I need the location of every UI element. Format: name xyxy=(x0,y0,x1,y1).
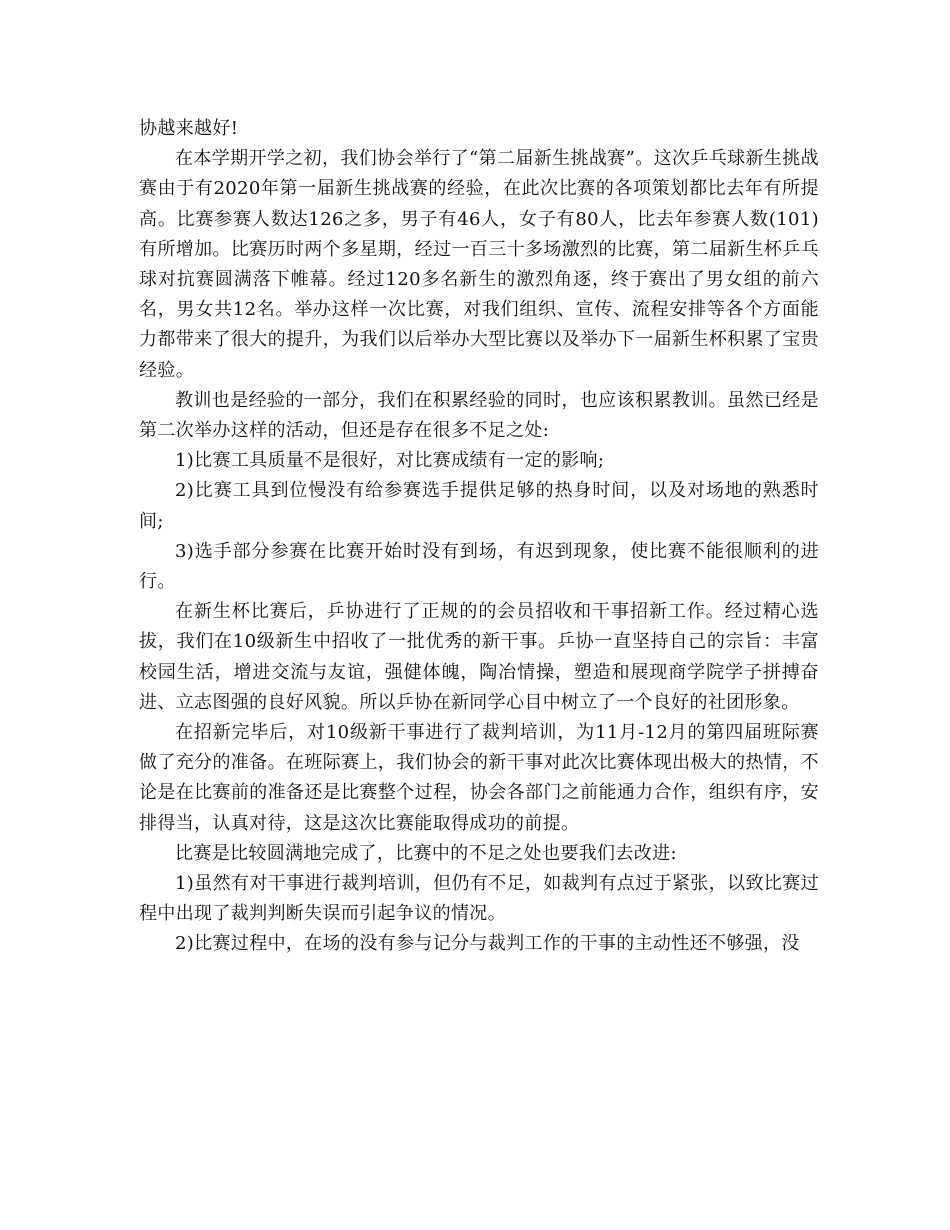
paragraph-lessons: 教训也是经验的一部分，我们在积累经验的同时，也应该积累教训。虽然已经是第二次举办这样的活动，但还是存在很多不足之处: xyxy=(139,389,819,442)
list-item-shortcoming-3: 3)选手部分参赛在比赛开始时没有到场，有迟到现象，使比赛不能很顺利的进行。 xyxy=(139,540,819,593)
paragraph-improvements: 比赛是比较圆满地完成了，比赛中的不足之处也要我们去改进: xyxy=(175,842,677,864)
list-item-improvement-2: 2)比赛过程中，在场的没有参与记分与裁判工作的干事的主动性还不够强，没 xyxy=(175,933,800,955)
list-item-improvement-1: 1)虽然有对干事进行裁判培训，但仍有不足，如裁判有点过于紧张，以致比赛过程中出现了裁判判断失误而引起争议的情况。 xyxy=(139,873,819,925)
list-item-shortcoming-1: 1)比赛工具质量不是很好，对比赛成绩有一定的影响; xyxy=(175,450,605,472)
paragraph-continuation: 协越来越好! xyxy=(139,118,239,139)
paragraph-recruitment: 在新生杯比赛后，乒协进行了正规的的会员招收和干事招新工作。经过精心选拔，我们在10级新生中招收了一批优秀的新干事。乒协一直坚持自己的宗旨：丰富校园生活，增进交流与友谊，强健体魄，陶冶情操，塑造和展现商学院学子拼搏奋进、立志图强的良好风貌。所以乒协在新同学心目中树立了一个良好的社团形象。 xyxy=(139,601,819,713)
paragraph-referee-training: 在招新完毕后，对10级新干事进行了裁判培训，为11月-12月的第四届班际赛做了充分的准备。在班际赛上，我们协会的新干事对此次比赛体现出极大的热情，不论是在比赛前的准备还是比赛整个过程，协会各部门之前能通力合作，组织有序，安排得当，认真对待，这是这次比赛能取得成功的前提。 xyxy=(139,722,819,834)
list-item-shortcoming-2: 2)比赛工具到位慢没有给参赛选手提供足够的热身时间，以及对场地的熟悉时间; xyxy=(139,480,819,532)
document-page xyxy=(139,114,819,960)
paragraph-challenge-match: 在本学期开学之初，我们协会举行了“第二届新生挑战赛”。这次乒乓球新生挑战赛由于有2020年第一届新生挑战赛的经验，在此次比赛的各项策划都比去年有所提高。比赛参赛人数达126之多，男子有46人，女子有80人，比去年参赛人数(101)有所增加。比赛历时两个多星期，经过一百三十多场激烈的比赛，第二届新生杯乒乓球对抗赛圆满落下帷幕。经过120多名新生的激烈角逐，终于赛出了男女组的前六名，男女共12名。举办这样一次比赛，对我们组织、宣传、流程安排等各个方面能力都带来了很大的提升，为我们以后举办大型比赛以及举办下一届新生杯积累了宝贵经验。 xyxy=(139,148,819,381)
